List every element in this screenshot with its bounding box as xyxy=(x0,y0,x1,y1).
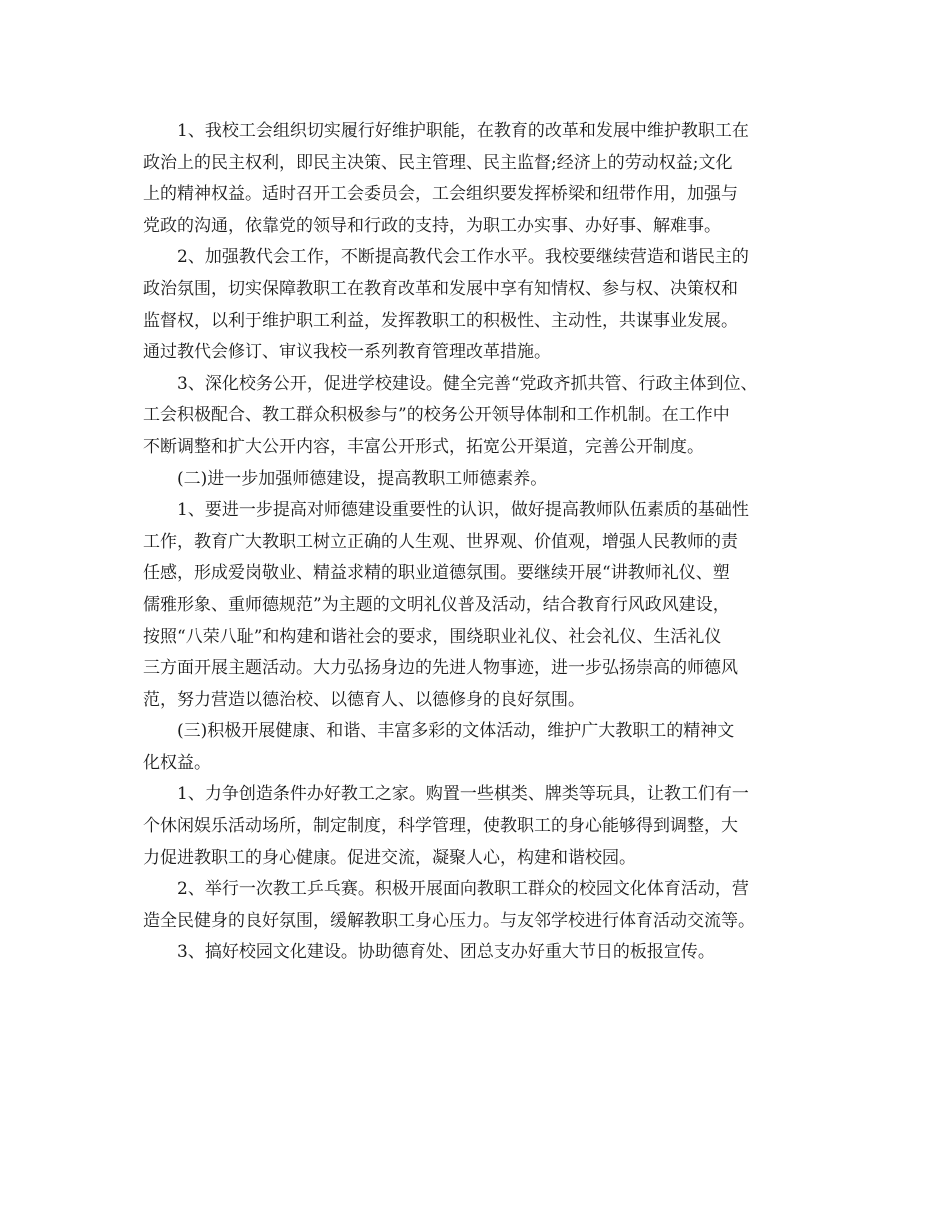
document-text-line: 监督权，以利于维护职工利益，发挥教职工的积极性、主动性，共谋事业发展。 xyxy=(143,310,738,331)
document-text-line: 儒雅形象、重师德规范”为主题的文明礼仪普及活动，结合教育行风政风建设， xyxy=(143,594,730,615)
document-text-line: 上的精神权益。适时召开工会委员会，工会组织要发挥桥梁和纽带作用，加强与 xyxy=(143,184,738,205)
document-text-line: 3、深化校务公开，促进学校建设。健全完善“党政齐抓共管、行政主体到位、 xyxy=(177,373,758,394)
document-text-line: 2、举行一次教工乒乓赛。积极开展面向教职工群众的校园文化体育活动，营 xyxy=(177,879,749,900)
document-text-line: 工作，教育广大教职工树立正确的人生观、世界观、价值观，增强人民教师的责 xyxy=(143,531,738,552)
document-text-line: 1、力争创造条件办好教工之家。购置一些棋类、牌类等玩具，让教工们有一 xyxy=(177,784,749,805)
document-text-line: 1、我校工会组织切实履行好维护职能，在教育的改革和发展中维护教职工在 xyxy=(177,121,749,141)
document-text-line: 3、搞好校园文化建设。协助德育处、团总支办好重大节日的板报宣传。 xyxy=(177,942,715,963)
document-text-line: 政治氛围，切实保障教职工在教育改革和发展中享有知情权、参与权、决策权和 xyxy=(143,278,738,299)
document-text-line: 通过教代会修订、审议我校一系列教育管理改革措施。 xyxy=(143,342,551,363)
document-text-line: 力促进教职工的身心健康。促进交流，凝聚人心，构建和谐校园。 xyxy=(143,847,636,868)
document-text-line: 2、加强教代会工作，不断提高教代会工作水平。我校要继续营造和谐民主的 xyxy=(177,247,749,268)
document-text-line: 三方面开展主题活动。大力弘扬身边的先进人物事迹，进一步弘扬崇高的师德风 xyxy=(143,658,738,679)
document-text-line: 化权益。 xyxy=(143,752,211,773)
document-text-line: (三)积极开展健康、和谐、丰富多彩的文体活动，维护广大教职工的精神文 xyxy=(177,721,735,742)
document-text-line: 按照“八荣八耻”和构建和谐社会的要求，围绕职业礼仪、社会礼仪、生活礼仪 xyxy=(143,626,722,647)
document-text-line: 不断调整和扩大公开内容，丰富公开形式，拓宽公开渠道，完善公开制度。 xyxy=(143,436,704,457)
document-text-line: 政治上的民主权利，即民主决策、民主管理、民主监督;经济上的劳动权益;文化 xyxy=(143,152,733,173)
document-text-line: 工会积极配合、教工群众积极参与”的校务公开领导体制和工作机制。在工作中 xyxy=(143,405,730,426)
document-text-line: 1、要进一步提高对师德建设重要性的认识，做好提高教师队伍素质的基础性 xyxy=(177,500,749,521)
document-text-line: (二)进一步加强师德建设，提高教职工师德素养。 xyxy=(177,468,548,489)
document-text-line: 任感，形成爱岗敬业、精益求精的职业道德氛围。要继续开展“讲教师礼仪、塑 xyxy=(143,563,730,584)
document-text-line: 个休闲娱乐活动场所，制定制度，科学管理，使教职工的身心能够得到调整，大 xyxy=(143,816,738,837)
document-body xyxy=(143,116,818,969)
document-text-line: 造全民健身的良好氛围，缓解教职工身心压力。与友邻学校进行体育活动交流等。 xyxy=(143,910,755,931)
document-text-line: 党政的沟通，依靠党的领导和行政的支持，为职工办实事、办好事、解难事。 xyxy=(143,215,721,236)
document-text-line: 范，努力营造以德治校、以德育人、以德修身的良好氛围。 xyxy=(143,689,585,710)
